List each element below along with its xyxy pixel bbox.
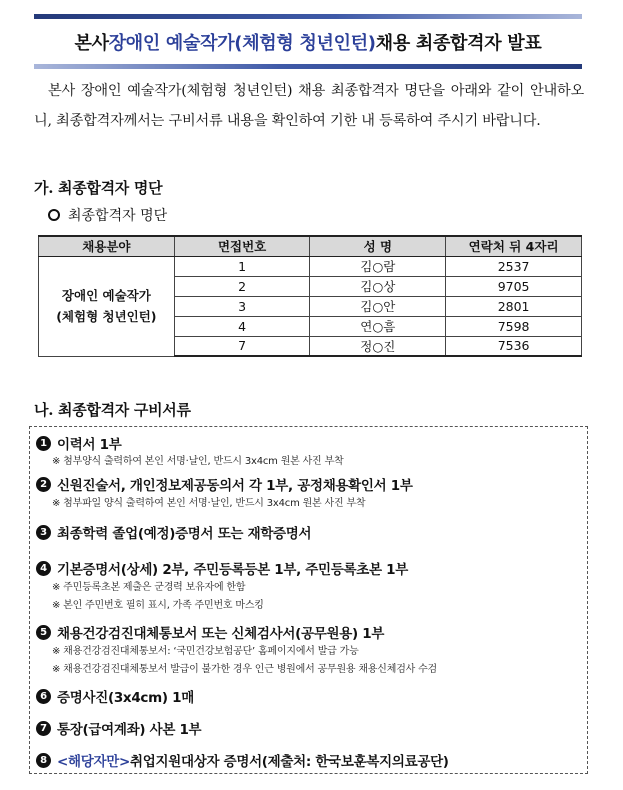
name-cell: 김○상 (310, 276, 446, 296)
doc-note: ※ 주민등록초본 제출은 군경력 보유자에 한함 (52, 582, 246, 593)
tag-label: 해당자만 (68, 754, 119, 770)
interview-no-cell: 3 (174, 296, 310, 316)
intro-paragraph (34, 76, 584, 136)
phone-cell: 9705 (446, 276, 582, 296)
interview-no-cell: 1 (174, 256, 310, 276)
phone-cell: 7536 (446, 336, 582, 356)
name-cell: 김○람 (310, 256, 446, 276)
doc-note: ※ 채용건강검진대체통보서 발급이 불가한 경우 인근 병원에서 공무원용 채용신체검사 수검 (52, 664, 438, 675)
section-b-heading: 나. 최종합격자 구비서류 (34, 401, 191, 419)
circled-number-icon: 3 (36, 525, 51, 540)
doc-item-text: 신원진술서, 개인정보제공동의서 각 1부, 공정채용확인서 1부 (57, 478, 413, 494)
circled-number-icon: 8 (36, 753, 51, 768)
title-prefix: 본사 (74, 32, 109, 54)
circled-number-icon: 7 (36, 721, 51, 736)
documents-box (29, 426, 588, 774)
doc-note: ※ 본인 주민번호 필히 표시, 가족 주민번호 마스킹 (52, 600, 264, 611)
phone-cell: 7598 (446, 316, 582, 336)
table-header-row (39, 236, 582, 256)
header-field: 채용분야 (39, 236, 175, 256)
doc-item (36, 749, 581, 771)
doc-item-text: 기본증명서(상세) 2부, 주민등록등본 1부, 주민등록초본 1부 (57, 562, 408, 578)
intro-text: 본사 장애인 예술작가(체험형 청년인턴) 채용 최종합격자 명단을 아래와 같이 안내하오니, 최종합격자께서는 구비서류 내용을 확인하여 기한 내 등록하여 주시기 바랍니다. (34, 83, 584, 129)
field-line-2: (체험형 청년인턴) (56, 309, 157, 324)
ring-bullet-icon (48, 209, 60, 221)
phone-cell: 2537 (446, 256, 582, 276)
doc-item-text: 채용건강검진대체통보서 또는 신체검사서(공무원용) 1부 (57, 626, 385, 642)
table-row (39, 256, 582, 276)
doc-note: ※ 채용건강검진대체통보서: ‘국민건강보험공단’ 홈페이지에서 발급 가능 (52, 646, 359, 657)
doc-item-text: 최종학력 졸업(예정)증명서 또는 재학증명서 (57, 526, 312, 542)
doc-note: ※ 첨부양식 출력하여 본인 서명·날인, 반드시 3x4cm 원본 사진 부착 (52, 456, 344, 467)
section-a-sub-label: 최종합격자 명단 (68, 208, 168, 224)
page-title (34, 19, 582, 64)
field-line-1: 장애인 예술작가 (61, 288, 151, 303)
header-interview-no: 면접번호 (174, 236, 310, 256)
name-cell: 정○진 (310, 336, 446, 356)
section-a-subheading (48, 205, 167, 225)
header-name: 성 명 (310, 236, 446, 256)
doc-item-text: 이력서 1부 (57, 437, 122, 453)
circled-number-icon: 5 (36, 625, 51, 640)
circled-number-icon: 1 (36, 436, 51, 451)
circled-number-icon: 2 (36, 477, 51, 492)
title-banner (34, 14, 582, 69)
title-suffix: 채용 최종합격자 발표 (375, 32, 542, 54)
interview-no-cell: 2 (174, 276, 310, 296)
doc-item (36, 621, 581, 643)
phone-cell: 2801 (446, 296, 582, 316)
tag-close: > (118, 754, 130, 770)
eligible-only-tag (57, 750, 130, 770)
doc-item (36, 717, 581, 739)
header-phone: 연락처 뒤 4자리 (446, 236, 582, 256)
doc-item (36, 685, 581, 707)
finalist-table (38, 235, 582, 357)
doc-item (36, 557, 581, 579)
doc-item-text: 취업지원대상자 증명서(제출처: 한국보훈복지의료공단) (130, 754, 449, 770)
doc-note: ※ 첨부파일 양식 출력하여 본인 서명·날인, 반드시 3x4cm 원본 사진 부착 (52, 498, 366, 509)
tag-open: < (57, 754, 69, 770)
doc-item (36, 473, 581, 495)
doc-item-text: 통장(급여계좌) 사본 1부 (57, 722, 202, 738)
circled-number-icon: 6 (36, 689, 51, 704)
name-cell: 김○안 (310, 296, 446, 316)
doc-item (36, 521, 581, 543)
title-bottom-rule (34, 64, 582, 69)
field-cell (39, 256, 175, 356)
doc-item-text: 증명사진(3x4cm) 1매 (57, 690, 195, 706)
interview-no-cell: 7 (174, 336, 310, 356)
circled-number-icon: 4 (36, 561, 51, 576)
section-a-heading: 가. 최종합격자 명단 (34, 179, 163, 197)
interview-no-cell: 4 (174, 316, 310, 336)
doc-item (36, 433, 581, 453)
name-cell: 연○흠 (310, 316, 446, 336)
title-highlight: 장애인 예술작가(체험형 청년인턴) (108, 32, 376, 54)
